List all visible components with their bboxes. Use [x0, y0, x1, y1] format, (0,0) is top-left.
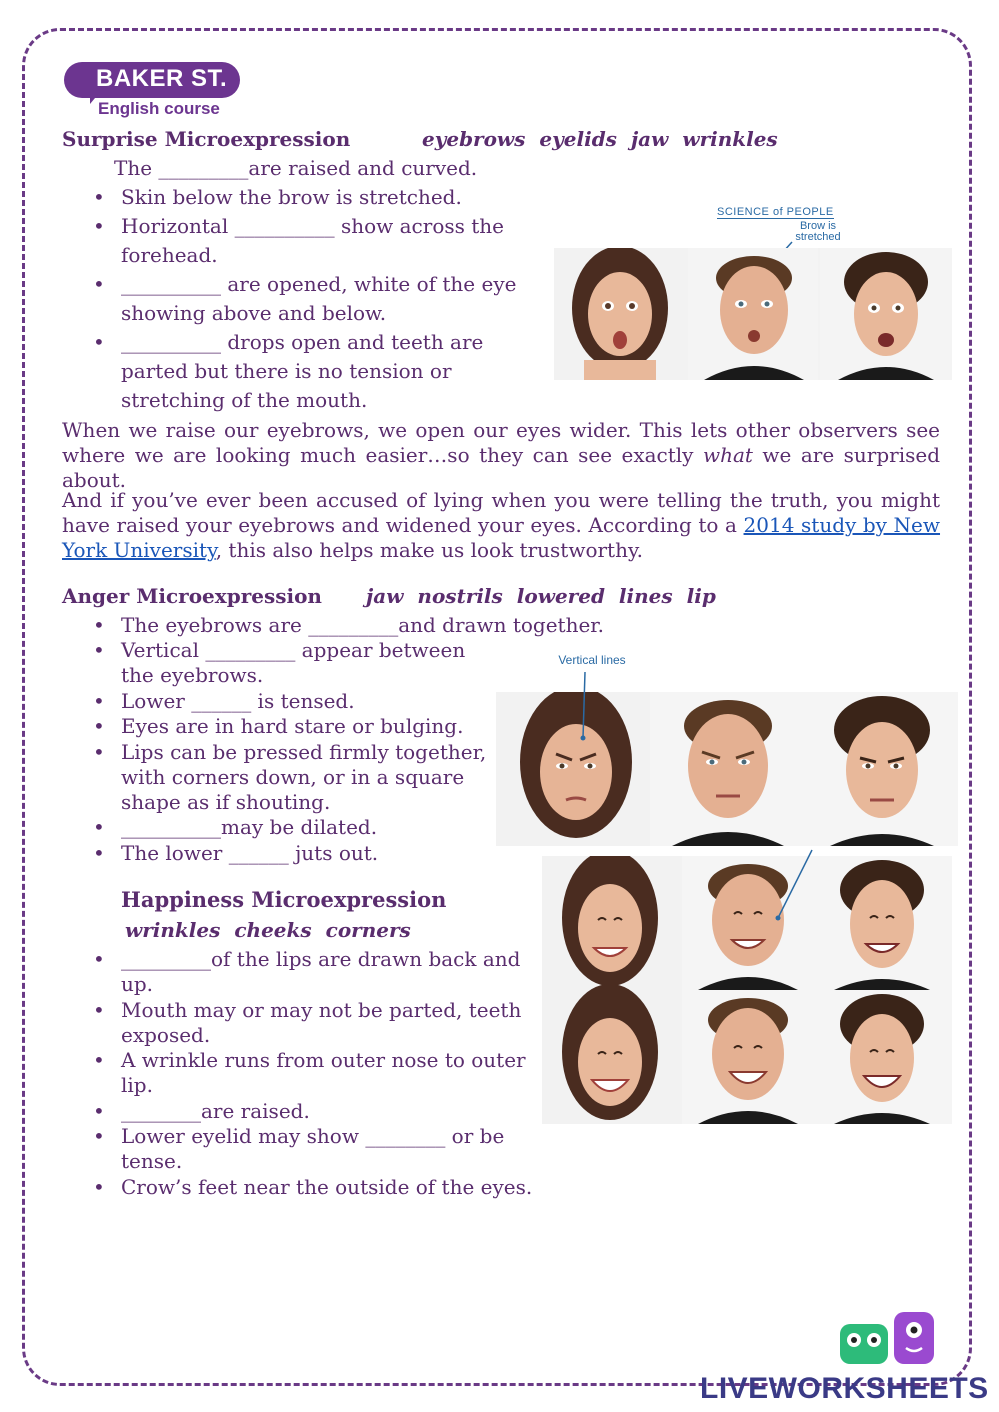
anger-title: Anger Microexpression [62, 584, 322, 608]
mascot-icon [832, 1306, 942, 1376]
word-bank-item: eyebrows [422, 127, 526, 151]
list-item-cont: shape as if shouting. [121, 790, 331, 814]
list-item-cont: exposed. [121, 1023, 211, 1047]
study-link[interactable]: 2014 study by New York University [62, 513, 941, 562]
list-item: • ________are raised. [121, 1099, 310, 1124]
list-item-cont: parted but there is no tension or [121, 359, 452, 383]
list-item: • The eyebrows are _________and drawn together. [121, 613, 604, 638]
list-item-cont: tense. [121, 1149, 183, 1173]
list-item: • __________ drops open and teeth are [121, 330, 483, 355]
surprise-photo-strip [554, 248, 952, 380]
list-item-cont: showing above and below. [121, 301, 387, 325]
word-bank-item: corners [325, 918, 411, 942]
list-item-cont: with corners down, or in a square [121, 765, 465, 789]
list-item-cont: stretching of the mouth. [121, 388, 368, 412]
word-bank-item: lines [618, 584, 673, 608]
baker-st-logo [64, 62, 242, 120]
paragraph-trust: And if you’ve ever been accused of lying when you were telling the truth, you might have raised your eyebrows and widened your eyes. According to a 2014 study by New York University, this also helps make us look trustworthy. [62, 488, 941, 562]
list-item: • _________of the lips are drawn back and [121, 947, 520, 972]
logo-name: BAKER ST. [96, 65, 228, 92]
list-item: • Eyes are in hard stare or bulging. [121, 714, 463, 739]
anger-word-bank [366, 584, 730, 609]
list-item: • Horizontal __________ show across the [121, 214, 504, 239]
anger-photo-strip [496, 692, 958, 846]
list-item: • Vertical _________ appear between [121, 638, 465, 663]
list-item: • A wrinkle runs from outer nose to outer [121, 1048, 526, 1073]
surprise-word-bank [422, 127, 792, 152]
surprise-title: Surprise Microexpression [62, 127, 351, 151]
word-bank-item: cheeks [234, 918, 312, 942]
annotation-pointer [575, 670, 595, 742]
word-bank-item: jaw [366, 584, 404, 608]
list-item: • Crow’s feet near the outside of the eyes. [121, 1175, 532, 1200]
happiness-word-bank [125, 918, 425, 943]
happiness-title: Happiness Microexpression [121, 887, 447, 912]
list-item-cont: the eyebrows. [121, 663, 264, 687]
vertical-lines-annotation: Vertical lines [558, 653, 626, 667]
surprise-intro: The _________are raised and curved. [114, 156, 478, 180]
list-item: • The lower ______ juts out. [121, 841, 378, 866]
list-item-cont: forehead. [121, 243, 218, 267]
list-item: • Lips can be pressed firmly together, [121, 740, 486, 765]
list-item: • __________may be dilated. [121, 815, 377, 840]
word-bank-item: nostrils [417, 584, 503, 608]
annotation-pointer [770, 848, 820, 926]
word-bank-item: lowered [516, 584, 605, 608]
list-item: • Mouth may or may not be parted, teeth [121, 998, 521, 1023]
word-bank-item: eyelids [539, 127, 617, 151]
logo-subtitle: English course [98, 99, 220, 118]
list-item: • __________ are opened, white of the eye [121, 272, 516, 297]
list-item: • Skin below the brow is stretched. [121, 185, 462, 210]
brow-annotation: Brow is stretched [795, 220, 841, 243]
list-item-cont: lip. [121, 1073, 153, 1097]
list-item-cont: up. [121, 972, 154, 996]
paragraph-eyebrows: When we raise our eyebrows, we open our eyes wider. This lets other observers see where we are looking much easier…so they can see exactly what we are surprised about. [62, 418, 941, 492]
list-item: • Lower ______ is tensed. [121, 689, 355, 714]
happiness-photo-grid [542, 856, 952, 1124]
word-bank-item: jaw [630, 127, 669, 151]
list-item: • Lower eyelid may show ________ or be [121, 1124, 504, 1149]
science-of-people-brand: SCIENCE of PEOPLE [717, 206, 834, 218]
word-bank-item: lip [686, 584, 716, 608]
liveworksheets-brand: LIVEWORKSHEETS [700, 1372, 989, 1405]
word-bank-item: wrinkles [682, 127, 778, 151]
word-bank-item: wrinkles [125, 918, 221, 942]
